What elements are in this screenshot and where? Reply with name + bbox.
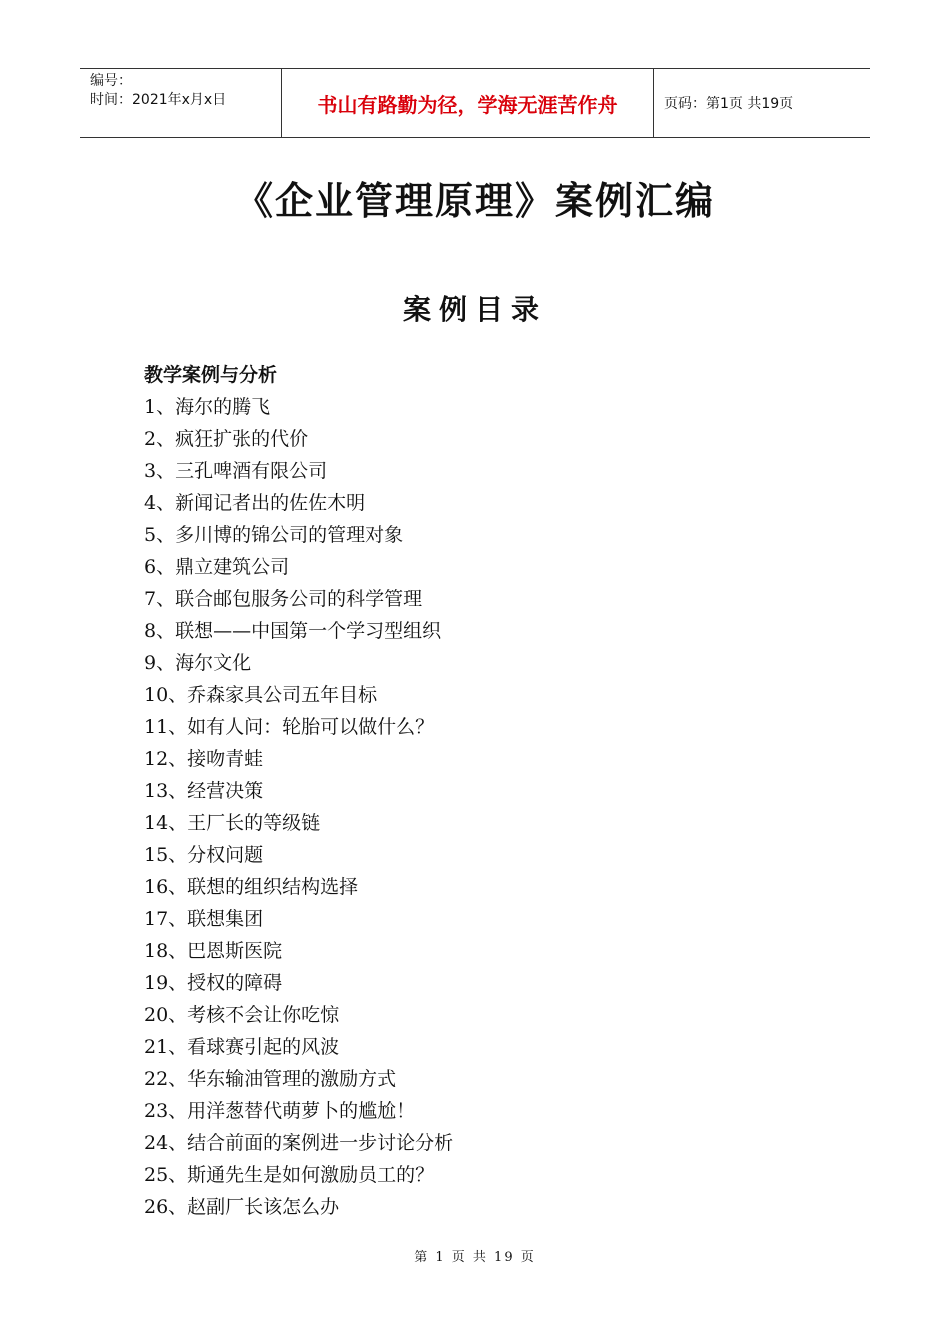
page-footer: 第 1 页 共 19 页 (414, 1250, 536, 1265)
toc-item[interactable]: 23、用洋葱替代萌萝卜的尴尬！ (144, 1100, 416, 1122)
toc-item[interactable]: 15、分权问题 (144, 844, 264, 866)
toc-item[interactable]: 21、看球赛引起的风波 (144, 1036, 340, 1058)
header-motto: 书山有路勤为径，学海无涯苦作舟 (282, 69, 654, 137)
toc-item[interactable]: 17、联想集团 (144, 908, 264, 930)
toc-item[interactable]: 6、鼎立建筑公司 (144, 556, 290, 578)
number-label: 编号： (90, 73, 132, 89)
toc-item[interactable]: 3、三孔啤酒有限公司 (144, 460, 328, 482)
toc-item[interactable]: 4、新闻记者出的佐佐木明 (144, 492, 366, 514)
document-title: 《企业管理原理》案例汇编 (234, 178, 715, 223)
date-label: 时间：2021年x月x日 (90, 92, 227, 108)
toc-item[interactable]: 1、海尔的腾飞 (144, 396, 271, 418)
toc-heading: 案例目录 (402, 293, 547, 326)
toc-item[interactable]: 16、联想的组织结构选择 (144, 876, 359, 898)
toc-item[interactable]: 10、乔森家具公司五年目标 (144, 684, 378, 706)
toc-item[interactable]: 5、多川博的锦公司的管理对象 (144, 524, 404, 546)
toc-item[interactable]: 12、接吻青蛙 (144, 748, 264, 770)
toc-item[interactable]: 11、如有人问：轮胎可以做什么？ (144, 716, 435, 738)
section-title: 教学案例与分析 (144, 364, 278, 386)
toc-item[interactable]: 8、联想——中国第一个学习型组织 (144, 620, 442, 642)
toc-item[interactable]: 20、考核不会让你吃惊 (144, 1004, 340, 1026)
toc-item[interactable]: 22、华东输油管理的激励方式 (144, 1068, 397, 1090)
page-header (80, 68, 870, 138)
toc-item[interactable]: 2、疯狂扩张的代价 (144, 428, 309, 450)
toc-item[interactable]: 18、巴恩斯医院 (144, 940, 283, 962)
toc-item[interactable]: 7、联合邮包服务公司的科学管理 (144, 588, 423, 610)
toc-item[interactable]: 14、王厂长的等级链 (144, 812, 321, 834)
toc-item[interactable]: 13、经营决策 (144, 780, 264, 802)
toc-item[interactable]: 19、授权的障碍 (144, 972, 283, 994)
toc-item[interactable]: 9、海尔文化 (144, 652, 252, 674)
toc-item[interactable]: 25、斯通先生是如何激励员工的？ (144, 1164, 435, 1186)
header-page-info: 页码：第1页 共19页 (664, 96, 794, 112)
header-meta (80, 69, 282, 137)
toc-item[interactable]: 24、结合前面的案例进一步讨论分析 (144, 1132, 454, 1154)
toc-item[interactable]: 26、赵副厂长该怎么办 (144, 1196, 340, 1218)
toc-list (144, 392, 453, 1224)
